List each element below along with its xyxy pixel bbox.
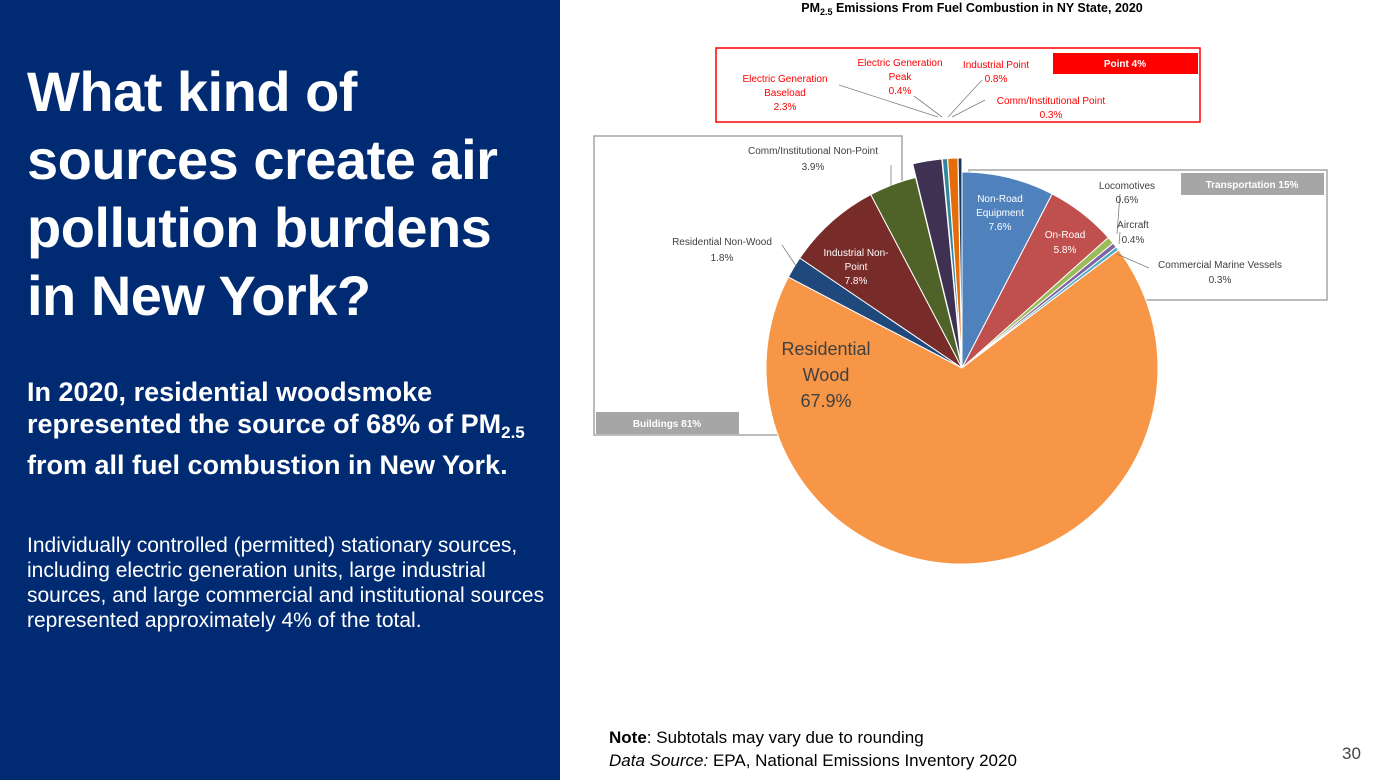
resnonwood-label: Residential Non-Wood 1.8%: [672, 237, 772, 264]
nonroad-label: Non-Road Equipment 7.6%: [976, 194, 1024, 233]
leader-line-resnonwood: [782, 245, 796, 266]
slide-subheading: [27, 376, 537, 481]
marine-label: Commercial Marine Vessels 0.3%: [1158, 260, 1282, 286]
subhead-subscript: 2.5: [501, 423, 525, 442]
footer-source: [609, 750, 1017, 772]
buildings-group-label: Buildings 81%: [632, 419, 702, 430]
leader-line-comminst-pt: [952, 100, 985, 117]
indnonpoint-label: Industrial Non-Point 7.8%: [823, 248, 889, 287]
footer-note: [609, 727, 924, 749]
point-group-label: Point 4%: [1103, 59, 1147, 70]
note-label: Note: [609, 728, 647, 747]
locomotives-label: Locomotives 0.6%: [1098, 181, 1156, 206]
subhead-text-2: from all fuel combustion in New York.: [27, 450, 508, 480]
indpoint-label: Industrial Point 0.8%: [962, 60, 1030, 85]
egb-label: Electric Generation Baseload 2.3%: [742, 74, 828, 113]
pie-chart: [560, 0, 1386, 720]
pie-slices: [766, 158, 1158, 564]
reswood-label: Residential Wood 67.9%: [781, 339, 871, 411]
leader-line-indpoint: [948, 80, 982, 117]
slide-body-text: Individually controlled (permitted) stationary sources, including electric generation units, large industrial sources, and large commercial and institutional sources represented approximately 4% of the total.: [27, 534, 545, 632]
leader-line-aircraft: [1119, 232, 1120, 244]
aircraft-label: Aircraft 0.4%: [1117, 220, 1149, 246]
page-number: 30: [1342, 744, 1361, 763]
subhead-text-1: In 2020, residential woodsmoke represented the source of 68% of PM: [27, 377, 502, 439]
comminst-np-label: Comm/Institutional Non-Point 3.9%: [747, 146, 879, 173]
chart-title: $PM_{2.5}$ Emissions From Fuel Combustion in NY State, 2020: [801, 1, 1143, 17]
source-label: Data Source:: [609, 751, 709, 770]
source-text: EPA, National Emissions Inventory 2020: [708, 751, 1017, 770]
note-text: : Subtotals may vary due to rounding: [646, 728, 924, 747]
transportation-group-label: Transportation 15%: [1205, 180, 1299, 191]
onroad-label: On-Road 5.8%: [1044, 230, 1086, 256]
comminst-pt-label: Comm/Institutional Point 0.3%: [996, 96, 1106, 121]
egp-label: Electric Generation Peak 0.4%: [857, 58, 943, 97]
left-panel: [0, 0, 560, 780]
slide-title: What kind of sources create air pollution burdens in New York?: [27, 60, 498, 327]
